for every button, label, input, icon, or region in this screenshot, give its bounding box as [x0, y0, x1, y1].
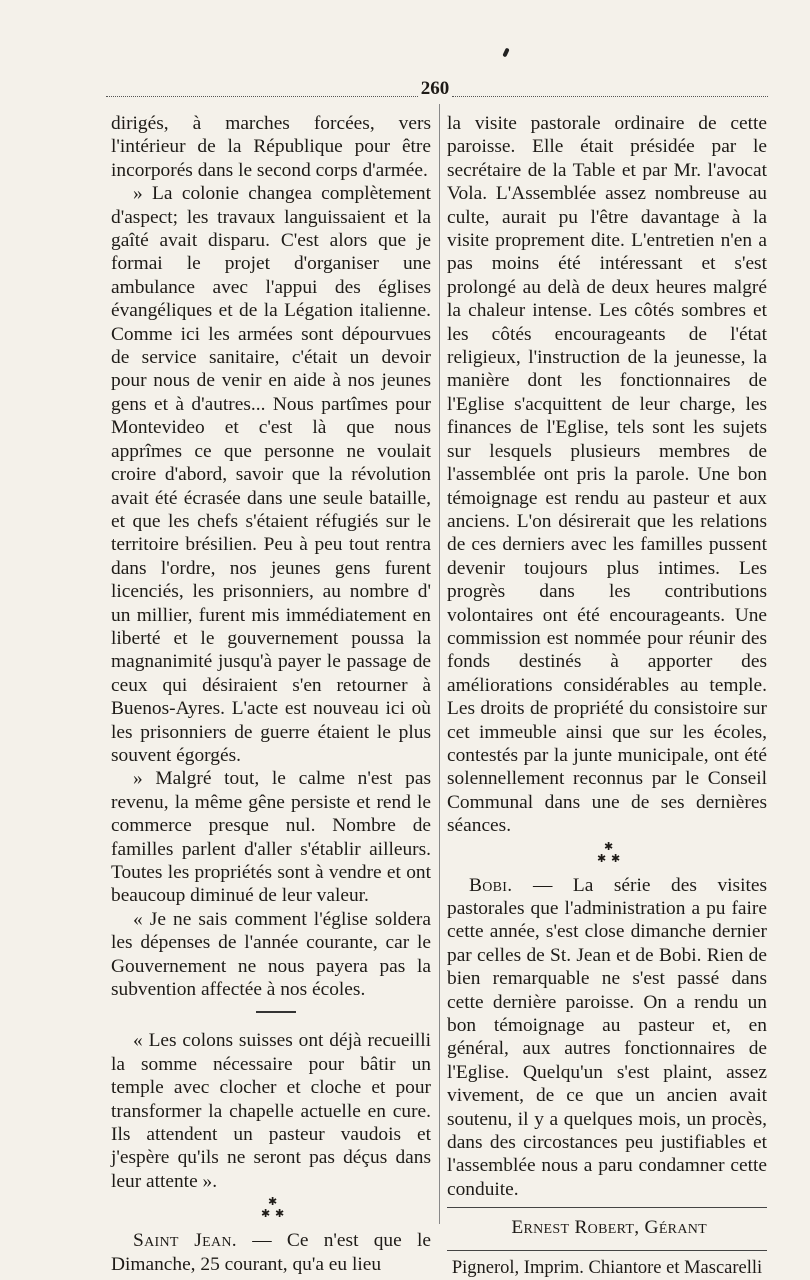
saint-jean-text: — Ce n'est que le Dimanche, 25 courant, qu'a eu lieu — [111, 1230, 431, 1275]
star-icon: ✱ — [275, 1208, 285, 1221]
star-icon: ✱ — [611, 852, 621, 865]
ink-speck — [502, 48, 509, 58]
asterism — [111, 1193, 431, 1229]
paragraph: « Je ne sais comment l'église soldera les dépenses de l'année courante, car le Gouvernement ne nous payera pas la subvention affectée à nos écoles. — [111, 908, 431, 1001]
star-icon: ✱ — [268, 1196, 278, 1209]
separator-dash — [256, 1011, 296, 1013]
section-heading-bobi: Bobi. — [469, 874, 513, 896]
left-column — [111, 112, 431, 1276]
paragraph: la visite pastorale ordinaire de cette paroisse. Elle était présidée par le secrétaire de la Table et par Mr. l'avocat Vola. L'Assemblée assez nombreuse au culte, aurait pu l'être davantage à la visite proprement dite. L'entretien n'en a pas moins été intéressant et s'est prolongé au delà de deux heures malgré la chaleur intense. Les côtés sombres et les côtés encourageants de l'état religieux, l'instruction de la jeunesse, la manière dont les fonctionnaires de l'Eglise s'acquittent de leur charge, les finances de l'Eglise, tels sont les sujets sur lesquels plusieurs membres de l'assemblée ont pris la parole. Une bon témoignage est rendu au pasteur et aux anciens. L'on désirerait que les relations de ces derniers avec les familles pussent devenir toujours plus intimes. Les progrès dans les contributions volontaires ont été encourageants. Une commission est nommée pour réunir des fonds destinés à apporter des améliorations considérables au temple. Les droits de propriété du consistoire sur cet immeuble ainsi que sur les écoles, contestés par la junte municipale, ont été solennellement reconnus par le Conseil Communal dans une de ses dernières séances. — [447, 113, 767, 837]
printer-rule — [447, 1250, 767, 1251]
paragraph: » La colonie changea complètement d'aspect; les travaux languissaient et la gaîté avait disparu. C'est alors que je formai le projet d'organiser une ambulance avec l'appui des églises évangéliques et de la Légation italienne. Comme ici les armées sont dépourvues de service sanitaire, c'était un devoir pour nous de venir en aide à nos jeunes gens et à d'autres... Nous partîmes pour Montevideo et c'est là que nous apprîmes ce que personne ne voulait croire d'abord, savoir que la révolution avait été écrasée dans une seule bataille, et que les chefs s'étaient réfugiés sur le territoire brésilien. Peu à peu tout rentra dans l'ordre, nos jeunes gens furent licenciés, les prisonniers, au nombre d' un millier, furent mis immédiatement en liberté et le gouvernement poussa la magnanimité jusqu'à payer le passage de ceux qui désiraient s'en retourner à Buenos-Ayres. L'acte est nouveau ici où les prisonniers de guerre étaient le plus souvent égorgés. — [111, 183, 431, 766]
bobi-text: — La série des visites pastorales que l'administration a pu faire cette année, s'est close dimanche dernier par celles de St. Jean et de Bobi. Rien de bien remarquable ne s'est passé dans cette dernière paroisse. On a rendu un bon témoignage au pasteur et, en général, aux autres fonctionnaires de l'Eglise. Quelqu'un s'est plaint, assez vivement, de ce que un ancien avait soutenu, il y a quelques mois, un procès, dans des circostances peu justifiables et l'assemblée nous a paru condamner cette conduite. — [447, 874, 767, 1200]
section-heading-saint-jean: Saint Jean. — [133, 1230, 237, 1252]
printer-line: Pignerol, Imprim. Chiantore et Mascarelli — [451, 1257, 763, 1278]
asterism — [447, 838, 767, 874]
right-column — [447, 112, 767, 1280]
section-separator — [111, 1001, 431, 1029]
header-rule-right — [452, 96, 768, 97]
paragraph: dirigés, à marches forcées, vers l'intérieur de la République pour être incorporés dans le second corps d'armée. — [111, 113, 431, 181]
paragraph: « Les colons suisses ont déjà recueilli la somme nécessaire pour bâtir un temple avec clocher et cloche et pour transformer la chapelle actuelle en cure. Ils attendent un pasteur vaudois et j'espère qu'ils ne seront pas déçus dans leur attente ». — [111, 1030, 431, 1192]
saint-jean-paragraph — [111, 1229, 431, 1276]
star-icon: ✱ — [261, 1208, 271, 1221]
footer-rule — [447, 1207, 767, 1208]
bobi-paragraph — [447, 874, 767, 1202]
header-rule-left — [106, 96, 418, 97]
signature: Ernest Robert, Gérant — [511, 1217, 707, 1239]
column-divider — [439, 104, 440, 1224]
star-icon: ✱ — [597, 852, 607, 865]
star-icon: ✱ — [604, 840, 614, 853]
page-number: 260 — [420, 78, 450, 99]
paragraph: » Malgré tout, le calme n'est pas revenu, la même gêne persiste et rend le commerce presque nul. Nombre de familles parlent d'aller s'établir ailleurs. Toutes les propriétés sont à vendre et ont beaucoup diminué de leur valeur. — [111, 768, 431, 907]
